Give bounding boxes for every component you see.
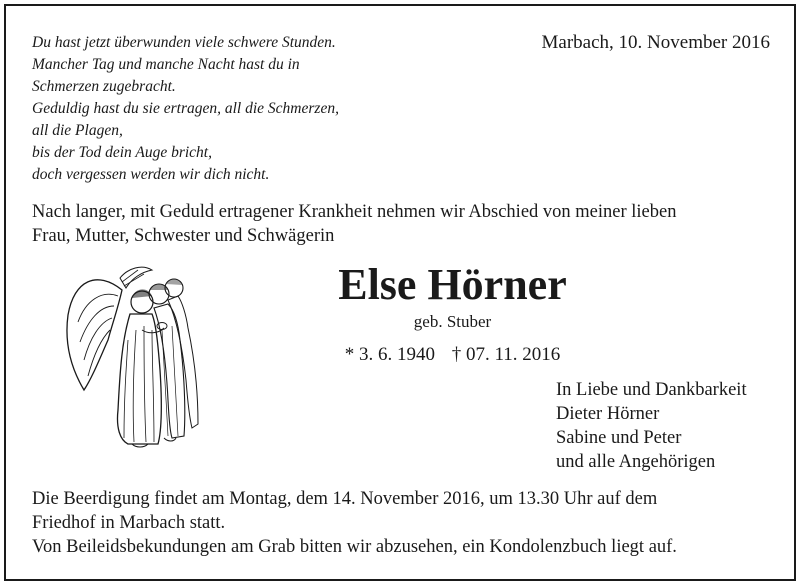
intro-line: Frau, Mutter, Schwester und Schwägerin <box>32 226 335 246</box>
maiden-name: geb. Stuber <box>413 312 492 331</box>
intro-text <box>32 200 772 248</box>
poem-line: Mancher Tag und manche Nacht hast du in <box>32 56 300 73</box>
birth-date: * 3. 6. 1940 <box>344 344 435 365</box>
funeral-line: Von Beileidsbekundungen am Grab bitten wir abzusehen, ein Kondolenzbuch liegt auf. <box>32 537 677 557</box>
mourner-line: Sabine und Peter <box>556 428 682 448</box>
place-and-date: Marbach, 10. November 2016 <box>541 32 770 53</box>
life-dates <box>240 344 665 366</box>
poem-line: bis der Tod dein Auge bricht, <box>32 144 212 161</box>
deceased-name: Else Hörner <box>338 260 567 309</box>
death-date: † 07. 11. 2016 <box>451 344 561 365</box>
intro-line: Nach langer, mit Geduld ertragener Krankheit nehmen wir Abschied von meiner lieben <box>32 202 677 222</box>
funeral-info <box>32 487 777 559</box>
mourners-list <box>556 378 747 474</box>
poem-line: Du hast jetzt überwunden viele schwere Stunden. <box>32 34 336 51</box>
mourner-line: Dieter Hörner <box>556 404 660 424</box>
funeral-line: Die Beerdigung findet am Montag, dem 14. November 2016, um 13.30 Uhr auf dem <box>32 489 658 509</box>
poem-line: Geduldig hast du sie ertragen, all die Schmerzen, <box>32 100 339 117</box>
poem-line: Schmerzen zugebracht. <box>32 78 176 95</box>
memorial-poem <box>32 32 452 186</box>
poem-line: doch vergessen werden wir dich nicht. <box>32 166 270 183</box>
mourner-line: und alle Angehörigen <box>556 452 716 472</box>
poem-line: all die Plagen, <box>32 122 123 139</box>
angels-illustration <box>62 260 200 450</box>
funeral-line: Friedhof in Marbach statt. <box>32 513 226 533</box>
mourner-line: In Liebe und Dankbarkeit <box>556 380 747 400</box>
